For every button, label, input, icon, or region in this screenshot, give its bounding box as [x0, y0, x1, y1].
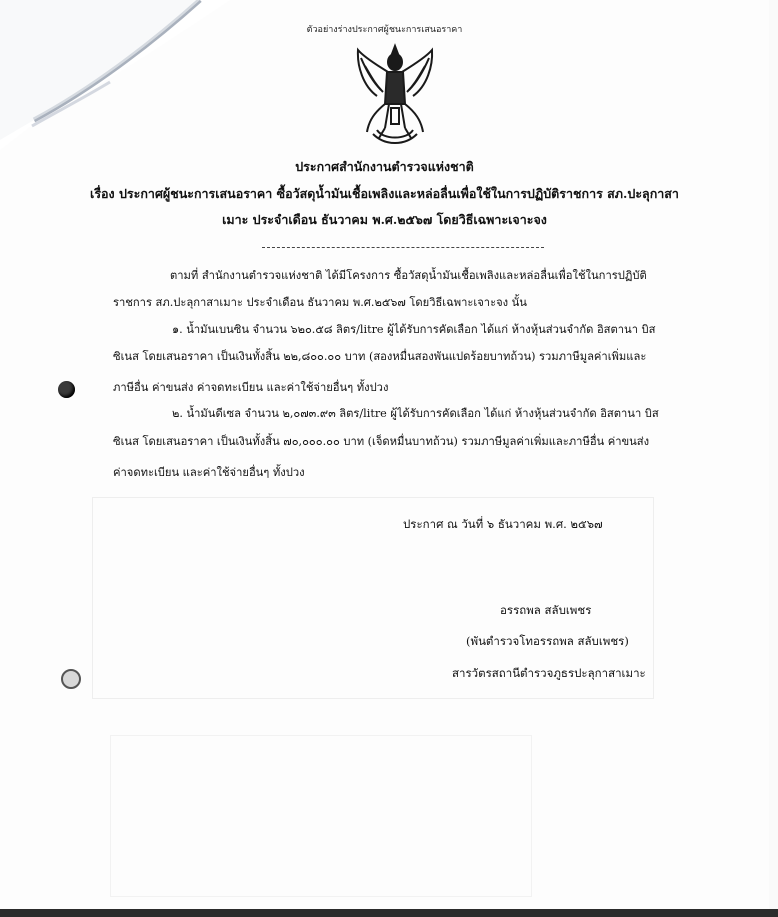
- item-2-line-2: ซิเนส โดยเสนอราคา เป็นเงินทั้งสิ้น ๗๐,๐๐๐.๐๐ บาท (เจ็ดหมื่นบาทถ้วน) รวมภาษีมูลค่าเพิ่มและภาษีอื่น ค่าขนส่ง: [113, 435, 650, 448]
- signer-rank-name: (พันตำรวจโทอรรถพล สลับเพชร): [466, 634, 629, 648]
- item-2-line-3: ค่าจดทะเบียน และค่าใช้จ่ายอื่นๆ ทั้งปวง: [113, 466, 305, 479]
- signer-position: สารวัตรสถานีตำรวจภูธรปะลุกาสาเมาะ: [452, 666, 646, 680]
- title-line-2: เรื่อง ประกาศผู้ชนะการเสนอราคา ซื้อวัสดุน้ำมันเชื้อเพลิงและหล่อลื่นเพื่อใช้ในการปฏิบัติราชการ สภ.ปะลุกาสา: [90, 186, 679, 201]
- item-1-line-2: ซิเนส โดยเสนอราคา เป็นเงินทั้งสิ้น ๒๒,๘๐๐.๐๐ บาท (สองหมื่นสองพันแปดร้อยบาทถ้วน) รวมภาษีมูลค่าเพิ่มและ: [113, 350, 647, 363]
- item-1-line-1: ๑. น้ำมันเบนซิน จำนวน ๖๒๐.๕๘ ลิตร/litre ผู้ได้รับการคัดเลือก ได้แก่ ห้างหุ้นส่วนจำกัด อิสตานา บิส: [172, 323, 656, 336]
- bleed-through-box: [92, 497, 654, 699]
- announce-date: ประกาศ ณ วันที่ ๖ ธันวาคม พ.ศ. ๒๕๖๗: [403, 517, 603, 531]
- item-2-line-1: ๒. น้ำมันดีเซล จำนวน ๒,๐๗๓.๙๓ ลิตร/litre ผู้ได้รับการคัดเลือก ได้แก่ ห้างหุ้นส่วนจำกัด อิสตานา บิส: [172, 407, 659, 420]
- scan-margin: [769, 0, 778, 909]
- title-line-1: ประกาศสำนักงานตำรวจแห่งชาติ: [295, 159, 474, 174]
- punch-hole-top: [58, 381, 75, 398]
- bleed-through-box-2: [110, 735, 532, 897]
- header-note: ตัวอย่างร่างประกาศผู้ชนะการเสนอราคา: [306, 25, 463, 35]
- intro-line-2: ราชการ สภ.ปะลุกาสาเมาะ ประจำเดือน ธันวาคม พ.ศ.๒๕๖๗ โดยวิธีเฉพาะเจาะจง นั้น: [113, 296, 527, 309]
- punch-hole-bottom: [61, 669, 81, 689]
- intro-line-1: ตามที่ สำนักงานตำรวจแห่งชาติ ได้มีโครงการ ซื้อวัสดุน้ำมันเชื้อเพลิงและหล่อลื่นเพื่อใช้ในการปฏิบัติ: [170, 269, 647, 282]
- item-1-line-3: ภาษีอื่น ค่าขนส่ง ค่าจดทะเบียน และค่าใช้จ่ายอื่นๆ ทั้งปวง: [113, 381, 389, 394]
- title-divider: [262, 247, 544, 248]
- bottom-bar: [0, 909, 778, 917]
- title-line-3: เมาะ ประจำเดือน ธันวาคม พ.ศ.๒๕๖๗ โดยวิธีเฉพาะเจาะจง: [222, 212, 547, 227]
- garuda-emblem-icon: [355, 42, 435, 146]
- signer-name: อรรถพล สลับเพชร: [500, 603, 592, 617]
